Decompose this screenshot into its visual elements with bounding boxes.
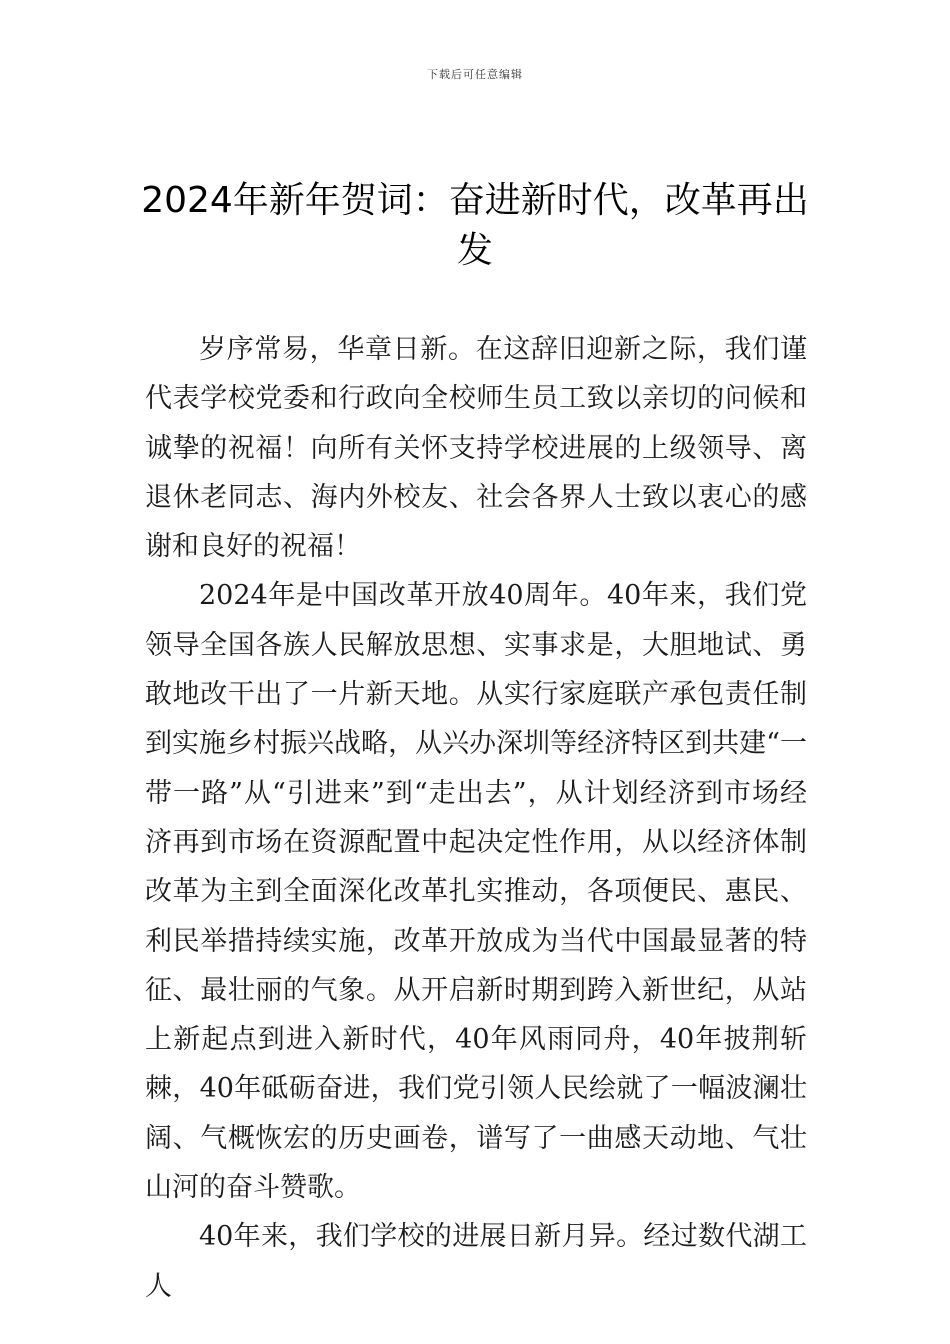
- paragraph-1: 岁序常易，华章日新。在这辞旧迎新之际，我们谨代表学校党委和行政向全校师生员工致以亲切的问候和诚挚的祝福！向所有关怀支持学校进展的上级领导、离退休老同志、海内外校友、社会各界人士致以衷心的感谢和良好的祝福！: [145, 334, 807, 563]
- paragraph-3: 40年来，我们学校的进展日新月异。经过数代湖工人: [145, 1221, 807, 1302]
- document-body: [145, 325, 807, 1311]
- document-title: 2024年新年贺词：奋进新时代，改革再出发: [141, 180, 809, 271]
- paragraph-2: 2024年是中国改革开放40周年。40年来，我们党领导全国各族人民解放思想、实事求是，大胆地试、勇敢地改干出了一片新天地。从实行家庭联产承包责任制到实施乡村振兴战略，从兴办深圳等经济特区到共建“一带一路”从“引进来”到“走出去”，从计划经济到市场经济再到市场在资源配置中起决定性作用，从以经济体制改革为主到全面深化改革扎实推动，各项便民、惠民、利民举措持续实施，改革开放成为当代中国最显著的特征、最壮丽的气象。从开启新时期到跨入新世纪，从站上新起点到进入新时代，40年风雨同舟，40年披荆斩棘，40年砥砺奋进，我们党引领人民绘就了一幅波澜壮阔、气概恢宏的历史画卷，谱写了一曲感天动地、气壮山河的奋斗赞歌。: [145, 580, 807, 1204]
- header-note: 下载后可任意编辑: [427, 68, 523, 81]
